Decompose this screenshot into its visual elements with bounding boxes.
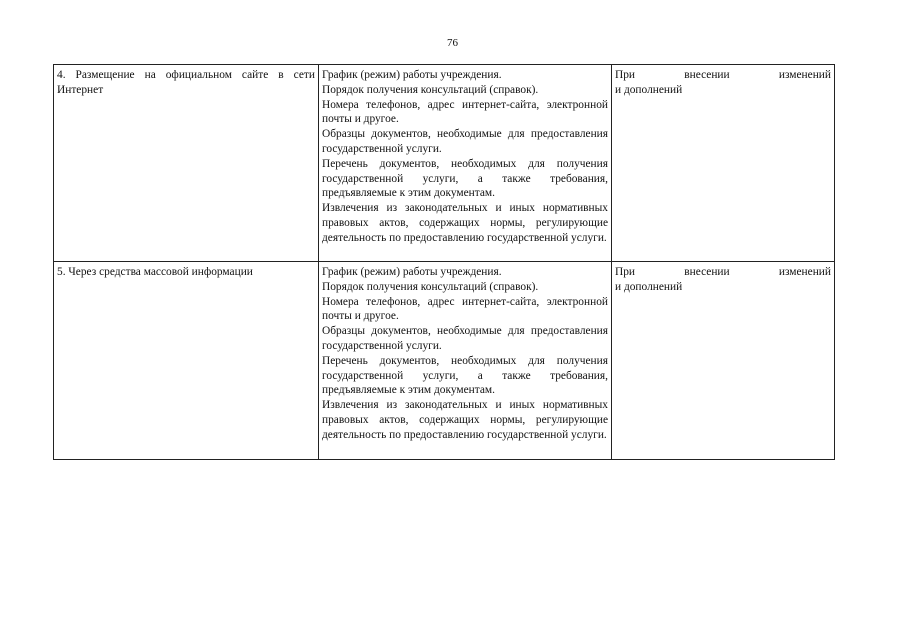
content-item: Порядок получения консультаций (справок).: [322, 83, 539, 96]
table-row: [54, 262, 835, 460]
table-row: [54, 65, 835, 262]
content-item: Перечень документов, необходимых для получения государственной услуги, а также требования, предъявляемые к этим документам.: [322, 354, 608, 397]
content-item: Перечень документов, необходимых для получения государственной услуги, а также требования, предъявляемые к этим документам.: [322, 157, 608, 200]
update-frequency-text: При внесении изменений: [615, 69, 831, 81]
content-item: Образцы документов, необходимые для предоставления государственной услуги.: [322, 128, 608, 155]
update-frequency-continuation: и дополнений: [615, 280, 683, 293]
update-frequency-cell: [612, 65, 835, 262]
content-item: График (режим) работы учреждения.: [322, 266, 502, 278]
content-item: Порядок получения консультаций (справок).: [322, 280, 539, 293]
content-item: Извлечения из законодательных и иных нормативных правовых актов, содержащих нормы, регулирующие деятельность по предоставлению государственной услуги.: [322, 399, 608, 441]
method-label: 5. Через средства массовой информации: [57, 266, 253, 278]
content-item: Образцы документов, необходимые для предоставления государственной услуги.: [322, 325, 608, 352]
method-label: 4. Размещение на официальном сайте в сети: [57, 69, 315, 81]
update-frequency-cell: [612, 262, 835, 460]
method-cell: [54, 262, 319, 460]
content-cell: [319, 262, 612, 460]
content-item: Номера телефонов, адрес интернет-сайта, электронной почты и другое.: [322, 295, 608, 323]
content-item: Номера телефонов, адрес интернет-сайта, электронной почты и другое.: [322, 98, 608, 126]
method-label-continuation: Интернет: [57, 83, 104, 96]
content-cell: [319, 65, 612, 262]
update-frequency-text: При внесении изменений: [615, 266, 831, 278]
content-item: График (режим) работы учреждения.: [322, 69, 502, 81]
information-table: [53, 64, 835, 460]
page-number: 76: [447, 37, 458, 49]
method-cell: [54, 65, 319, 262]
update-frequency-continuation: и дополнений: [615, 83, 683, 96]
content-item: Извлечения из законодательных и иных нормативных правовых актов, содержащих нормы, регулирующие деятельность по предоставлению государственной услуги.: [322, 202, 608, 244]
